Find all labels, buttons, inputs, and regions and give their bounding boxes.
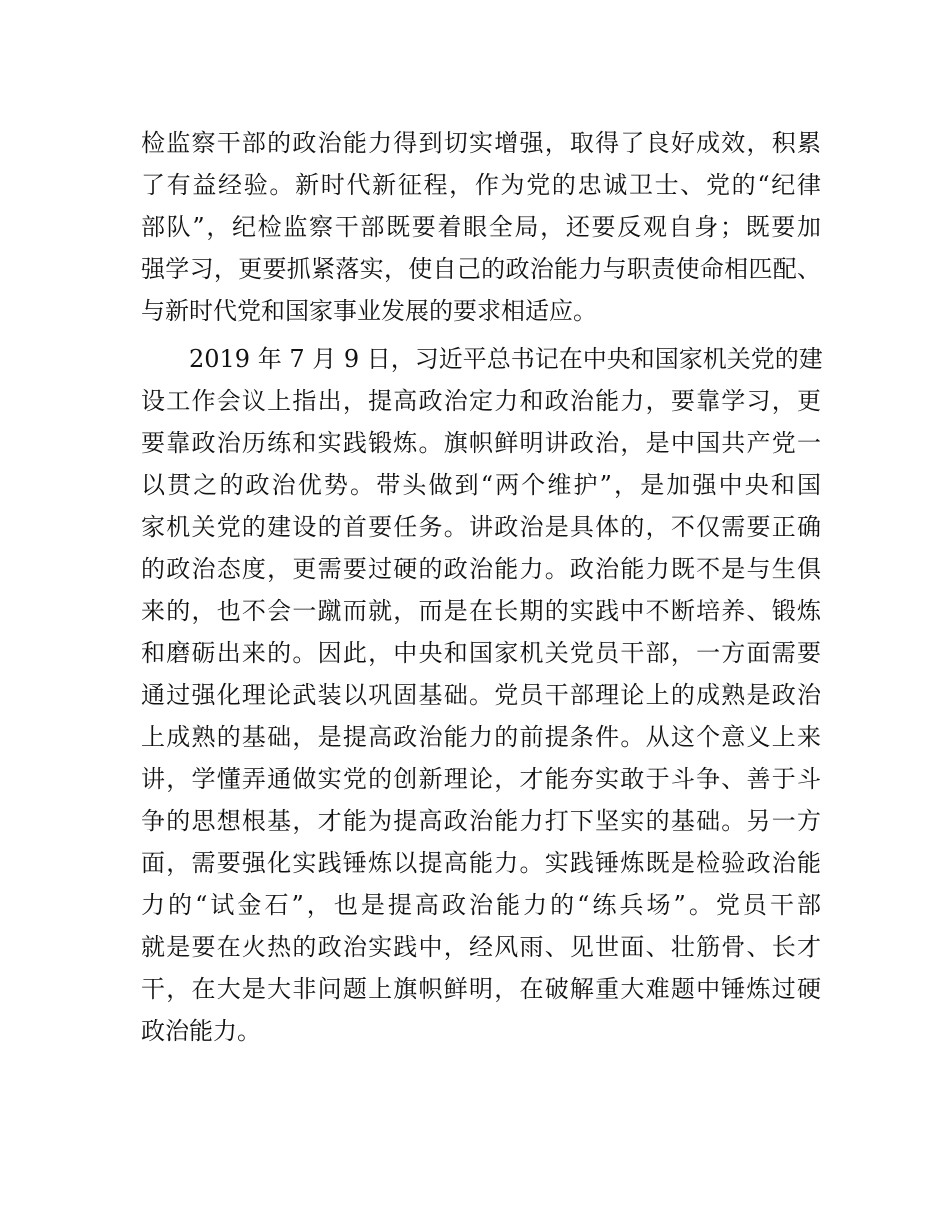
text-line: 检监察干部的政治能力得到切实增强，取得了良好成效，积累 <box>141 129 821 157</box>
paragraph-2 <box>141 338 821 1052</box>
text-line: 强学习，更要抓紧落实，使自己的政治能力与职责使命相匹配、 <box>141 255 821 283</box>
text-line: 设工作会议上指出，提高政治定力和政治能力，要靠学习，更 <box>141 387 821 415</box>
text-line: 和磨砺出来的。因此，中央和国家机关党员干部，一方面需要 <box>141 639 821 667</box>
text-line: 政治能力。 <box>141 1017 261 1045</box>
text-line: 通过强化理论武装以巩固基础。党员干部理论上的成熟是政治 <box>141 681 821 709</box>
text-line: 了有益经验。新时代新征程，作为党的忠诚卫士、党的“纪律 <box>141 171 821 199</box>
body-text <box>141 122 821 1052</box>
text-line: 讲，学懂弄通做实党的创新理论，才能夯实敢于斗争、善于斗 <box>141 765 821 793</box>
text-line: 争的思想根基，才能为提高政治能力打下坚实的基础。另一方 <box>141 807 821 835</box>
text-line: 来的，也不会一蹴而就，而是在长期的实践中不断培养、锻炼 <box>141 597 821 625</box>
text-line: 面，需要强化实践锤炼以提高能力。实践锤炼既是检验政治能 <box>141 849 821 877</box>
text-line: 要靠政治历练和实践锻炼。旗帜鲜明讲政治，是中国共产党一 <box>141 429 821 457</box>
text-line-indented: 2019 年 7 月 9 日，习近平总书记在中央和国家机关党的建 <box>189 345 823 373</box>
text-line: 上成熟的基础，是提高政治能力的前提条件。从这个意义上来 <box>141 723 821 751</box>
text-line: 部队”，纪检监察干部既要着眼全局，还要反观自身；既要加 <box>141 213 821 241</box>
text-line: 力的“试金石”，也是提高政治能力的“练兵场”。党员干部 <box>141 891 821 919</box>
text-line: 就是要在火热的政治实践中，经风雨、见世面、壮筋骨、长才 <box>141 933 821 961</box>
text-line: 家机关党的建设的首要任务。讲政治是具体的，不仅需要正确 <box>141 513 821 541</box>
paragraph-1 <box>141 122 821 332</box>
text-line: 的政治态度，更需要过硬的政治能力。政治能力既不是与生俱 <box>141 555 821 583</box>
text-line: 与新时代党和国家事业发展的要求相适应。 <box>141 297 597 325</box>
text-line: 以贯之的政治优势。带头做到“两个维护”，是加强中央和国 <box>141 471 821 499</box>
text-line: 干，在大是大非问题上旗帜鲜明，在破解重大难题中锤炼过硬 <box>141 975 821 1003</box>
